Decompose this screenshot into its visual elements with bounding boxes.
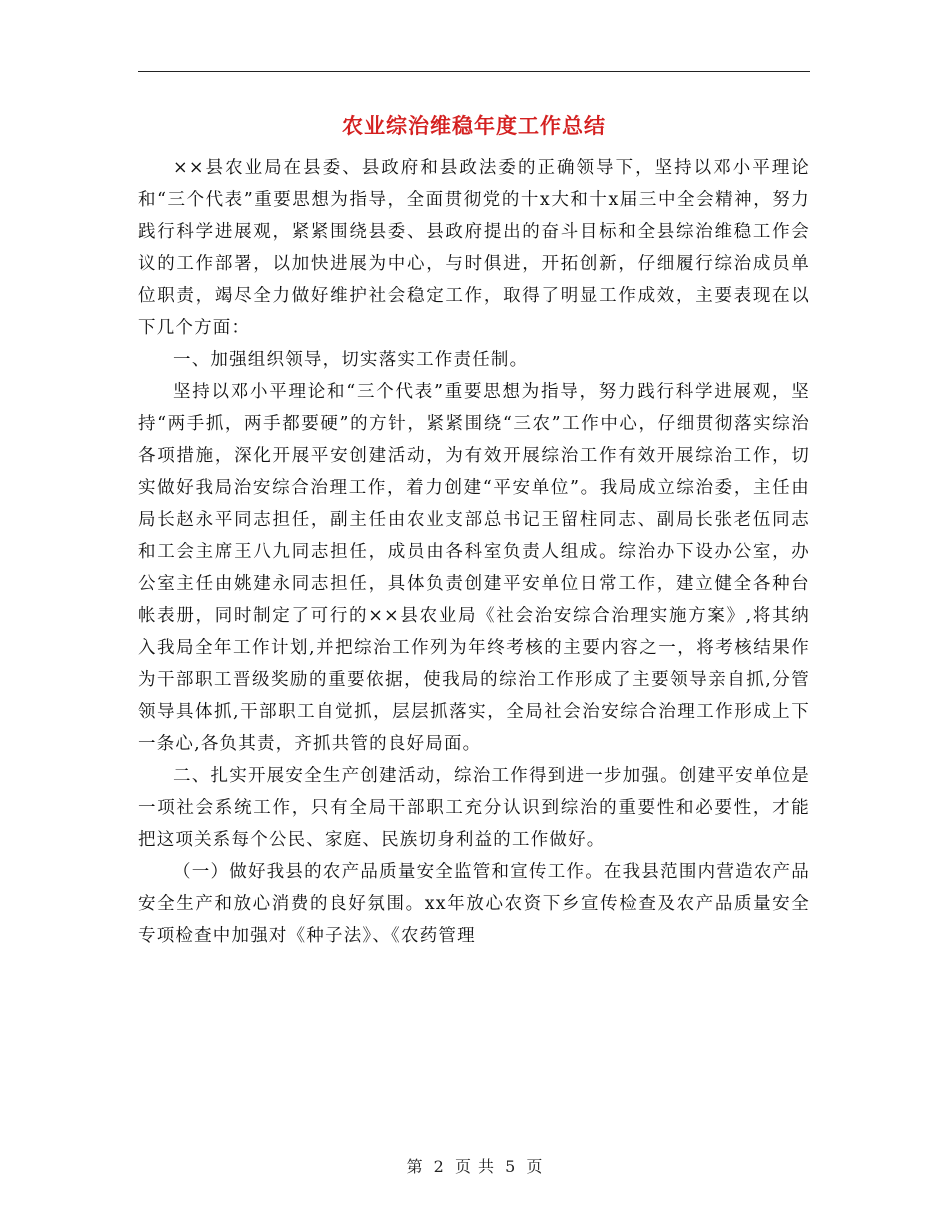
footer-prefix: 第 (406, 1157, 424, 1176)
header-rule (138, 71, 810, 72)
page-number: 2 (433, 1157, 445, 1176)
page-footer (0, 1154, 950, 1177)
footer-suffix: 页 (526, 1157, 544, 1176)
paragraph-subsection-1: （一）做好我县的农产品质量安全监管和宣传工作。在我县范围内营造农产品安全生产和放心消费的良好氛围。xx年放心农资下乡宣传检查及农产品质量安全专项检查中加强对《种子法》、《农药管理 (138, 862, 810, 946)
paragraph-intro: ××县农业局在县委、县政府和县政法委的正确领导下，坚持以邓小平理论和“三个代表”重要思想为指导，全面贯彻党的十x大和十x届三中全会精神，努力践行科学进展观，紧紧围绕县委、县政府提出的奋斗目标和全县综治维稳工作会议的工作部署，以加快进展为中心，与时俱进，开拓创新，仔细履行综治成员单位职责，竭尽全力做好维护社会稳定工作，取得了明显工作成效，主要表现在以下几个方面： (138, 158, 810, 338)
document-title: 农业综治维稳年度工作总结 (342, 113, 606, 138)
section-heading-1: 一、加强组织领导，切实落实工作责任制。 (173, 350, 529, 370)
document-body (138, 152, 810, 952)
section-heading-2: 二、扎实开展安全生产创建活动，综治工作得到进一步加强。创建平安单位是一项社会系统工作，只有全局干部职工充分认识到综治的重要性和必要性，才能把这项关系每个公民、家庭、民族切身利益的工作做好。 (138, 766, 810, 850)
footer-middle: 页 共 (454, 1157, 496, 1176)
paragraph-section-1: 坚持以邓小平理论和“三个代表”重要思想为指导，努力践行科学进展观，坚持“两手抓，两手都要硬”的方针，紧紧围绕“三农”工作中心，仔细贯彻落实综治各项措施，深化开展平安创建活动，为有效开展综治工作有效开展综治工作，切实做好我局治安综合治理工作，着力创建“平安单位”。我局成立综治委，主任由局长赵永平同志担任，副主任由农业支部总书记王留柱同志、副局长张老伍同志和工会主席王八九同志担任，成员由各科室负责人组成。综治办下设办公室，办公室主任由姚建永同志担任，具体负责创建平安单位日常工作，建立健全各种台帐表册，同时制定了可行的××县农业局《社会治安综合治理实施方案》,将其纳入我局全年工作计划,并把综治工作列为年终考核的主要内容之一，将考核结果作为干部职工晋级奖励的重要依据，使我局的综治工作形成了主要领导亲自抓,分管领导具体抓,干部职工自觉抓，层层抓落实，全局社会治安综合治理工作形成上下一条心,各负其责，齐抓共管的良好局面。 (138, 382, 810, 754)
page-total: 5 (505, 1157, 517, 1176)
